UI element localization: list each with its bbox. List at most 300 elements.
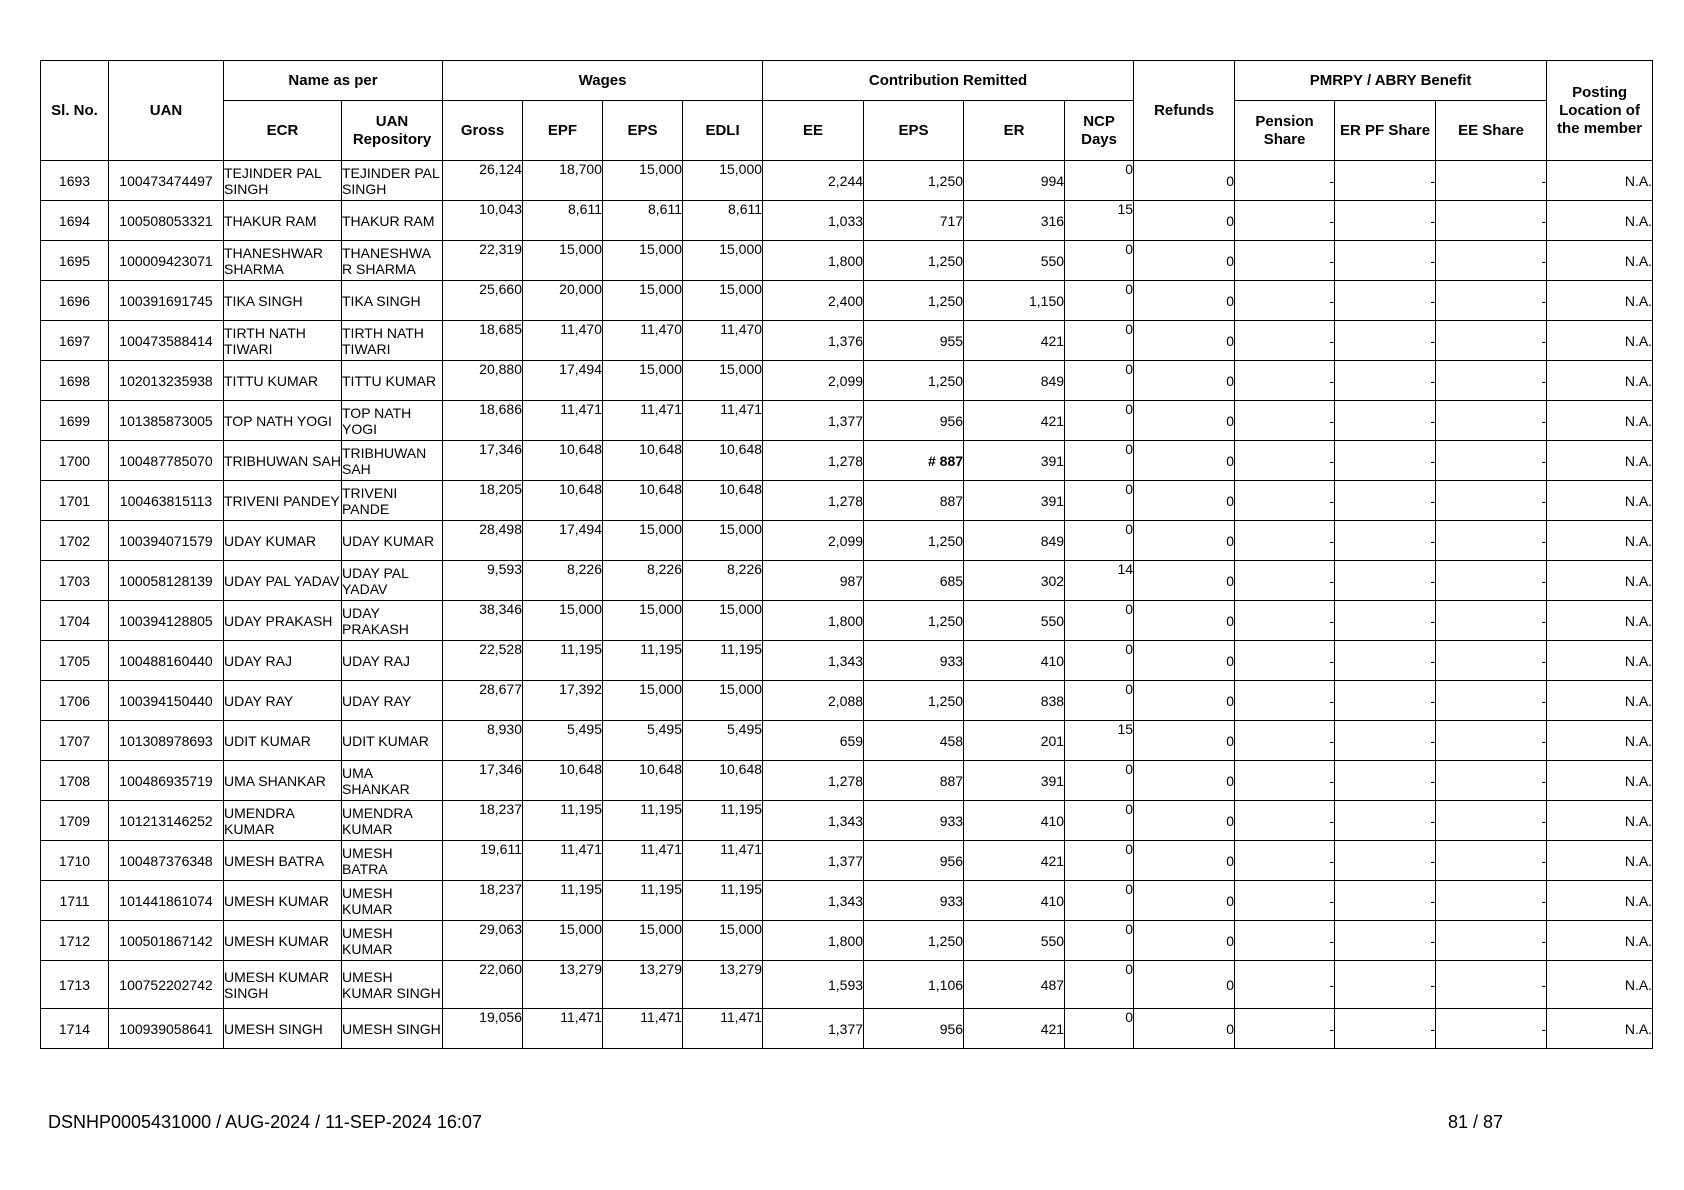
cell-er: 201 <box>964 721 1065 761</box>
cell-er-pf-share: - <box>1335 721 1436 761</box>
cell-uan-repo-name: UMESH BATRA <box>342 841 443 881</box>
cell-uan: 100394128805 <box>109 601 224 641</box>
cell-ncp-days: 0 <box>1065 161 1134 201</box>
table-row <box>41 921 1653 961</box>
cell-gross: 18,237 <box>443 881 523 921</box>
cell-er-pf-share: - <box>1335 921 1436 961</box>
cell-er: 550 <box>964 241 1065 281</box>
cell-ecr-name: TRIBHUWAN SAH <box>224 441 342 481</box>
table-row <box>41 161 1653 201</box>
cell-gross: 9,593 <box>443 561 523 601</box>
cell-ncp-days: 0 <box>1065 881 1134 921</box>
cell-contrib-eps: 887 <box>864 481 964 521</box>
cell-gross: 18,237 <box>443 801 523 841</box>
cell-posting-location: N.A. <box>1547 561 1653 601</box>
cell-er-pf-share: - <box>1335 401 1436 441</box>
cell-pension-share: - <box>1235 841 1335 881</box>
cell-gross: 28,677 <box>443 681 523 721</box>
table-row <box>41 401 1653 441</box>
cell-gross: 22,319 <box>443 241 523 281</box>
cell-ncp-days: 0 <box>1065 241 1134 281</box>
cell-posting-location: N.A. <box>1547 801 1653 841</box>
cell-uan: 100501867142 <box>109 921 224 961</box>
cell-posting-location: N.A. <box>1547 721 1653 761</box>
cell-ncp-days: 0 <box>1065 281 1134 321</box>
cell-ee: 2,400 <box>763 281 864 321</box>
cell-uan: 100486935719 <box>109 761 224 801</box>
cell-ee-share: - <box>1436 841 1547 881</box>
col-ecr: ECR <box>224 101 342 161</box>
cell-pension-share: - <box>1235 921 1335 961</box>
cell-ee: 2,099 <box>763 361 864 401</box>
ecr-table <box>40 60 1653 1049</box>
cell-posting-location: N.A. <box>1547 281 1653 321</box>
cell-edli: 11,195 <box>683 801 763 841</box>
cell-contrib-eps: 956 <box>864 841 964 881</box>
cell-epf: 10,648 <box>523 441 603 481</box>
cell-ecr-name: UMESH KUMAR SINGH <box>224 961 342 1009</box>
col-gross: Gross <box>443 101 523 161</box>
table-row <box>41 201 1653 241</box>
cell-er-pf-share: - <box>1335 361 1436 401</box>
cell-sl-no: 1708 <box>41 761 109 801</box>
cell-uan: 100463815113 <box>109 481 224 521</box>
cell-ecr-name: UDAY RAJ <box>224 641 342 681</box>
col-edli: EDLI <box>683 101 763 161</box>
cell-pension-share: - <box>1235 641 1335 681</box>
cell-epf: 5,495 <box>523 721 603 761</box>
cell-ecr-name: UDAY RAY <box>224 681 342 721</box>
cell-posting-location: N.A. <box>1547 481 1653 521</box>
cell-epf: 17,494 <box>523 361 603 401</box>
cell-epf: 8,226 <box>523 561 603 601</box>
cell-posting-location: N.A. <box>1547 1009 1653 1049</box>
cell-ee: 1,377 <box>763 841 864 881</box>
cell-ee: 1,278 <box>763 481 864 521</box>
cell-uan: 100939058641 <box>109 1009 224 1049</box>
cell-er: 410 <box>964 881 1065 921</box>
cell-refunds: 0 <box>1134 201 1235 241</box>
cell-sl-no: 1702 <box>41 521 109 561</box>
table-row <box>41 801 1653 841</box>
cell-posting-location: N.A. <box>1547 521 1653 561</box>
cell-refunds: 0 <box>1134 641 1235 681</box>
cell-pension-share: - <box>1235 441 1335 481</box>
cell-epf: 18,700 <box>523 161 603 201</box>
cell-ee-share: - <box>1436 881 1547 921</box>
cell-ee: 1,343 <box>763 641 864 681</box>
cell-epf: 11,470 <box>523 321 603 361</box>
cell-pension-share: - <box>1235 601 1335 641</box>
col-uan-repository: UAN Repository <box>342 101 443 161</box>
cell-sl-no: 1707 <box>41 721 109 761</box>
cell-contrib-eps: 887 <box>864 761 964 801</box>
group-pmrpy: PMRPY / ABRY Benefit <box>1235 61 1547 101</box>
cell-ee: 1,593 <box>763 961 864 1009</box>
cell-gross: 19,056 <box>443 1009 523 1049</box>
cell-er-pf-share: - <box>1335 321 1436 361</box>
cell-pension-share: - <box>1235 481 1335 521</box>
cell-eps: 11,471 <box>603 841 683 881</box>
cell-posting-location: N.A. <box>1547 441 1653 481</box>
cell-refunds: 0 <box>1134 481 1235 521</box>
footer-page-number: 81 / 87 <box>1448 1112 1504 1132</box>
cell-edli: 11,471 <box>683 401 763 441</box>
cell-refunds: 0 <box>1134 721 1235 761</box>
cell-uan-repo-name: TIKA SINGH <box>342 281 443 321</box>
cell-epf: 15,000 <box>523 921 603 961</box>
cell-contrib-eps: 956 <box>864 1009 964 1049</box>
cell-gross: 18,205 <box>443 481 523 521</box>
cell-ncp-days: 0 <box>1065 841 1134 881</box>
cell-epf: 11,195 <box>523 801 603 841</box>
cell-er-pf-share: - <box>1335 281 1436 321</box>
cell-sl-no: 1701 <box>41 481 109 521</box>
cell-eps: 15,000 <box>603 361 683 401</box>
cell-refunds: 0 <box>1134 441 1235 481</box>
cell-ecr-name: THANESHWAR SHARMA <box>224 241 342 281</box>
cell-er-pf-share: - <box>1335 841 1436 881</box>
cell-uan: 100394071579 <box>109 521 224 561</box>
cell-uan-repo-name: TIRTH NATH TIWARI <box>342 321 443 361</box>
cell-epf: 10,648 <box>523 481 603 521</box>
cell-sl-no: 1706 <box>41 681 109 721</box>
cell-er-pf-share: - <box>1335 481 1436 521</box>
cell-ee: 1,278 <box>763 761 864 801</box>
cell-uan: 102013235938 <box>109 361 224 401</box>
cell-posting-location: N.A. <box>1547 841 1653 881</box>
cell-ecr-name: UMA SHANKAR <box>224 761 342 801</box>
cell-sl-no: 1713 <box>41 961 109 1009</box>
cell-edli: 15,000 <box>683 281 763 321</box>
cell-ncp-days: 0 <box>1065 641 1134 681</box>
cell-refunds: 0 <box>1134 681 1235 721</box>
footer-document-id: DSNHP0005431000 / AUG-2024 / 11-SEP-2024 16:07 <box>48 1112 482 1132</box>
cell-eps: 15,000 <box>603 161 683 201</box>
cell-epf: 11,195 <box>523 641 603 681</box>
cell-ecr-name: UMESH KUMAR <box>224 881 342 921</box>
cell-uan: 100058128139 <box>109 561 224 601</box>
cell-eps: 11,195 <box>603 881 683 921</box>
cell-gross: 22,528 <box>443 641 523 681</box>
cell-edli: 10,648 <box>683 441 763 481</box>
cell-er: 421 <box>964 1009 1065 1049</box>
cell-edli: 10,648 <box>683 481 763 521</box>
cell-eps: 11,471 <box>603 1009 683 1049</box>
cell-gross: 17,346 <box>443 441 523 481</box>
cell-uan: 100394150440 <box>109 681 224 721</box>
cell-ecr-name: UDAY PAL YADAV <box>224 561 342 601</box>
cell-ee-share: - <box>1436 361 1547 401</box>
cell-er-pf-share: - <box>1335 681 1436 721</box>
cell-uan: 100391691745 <box>109 281 224 321</box>
cell-posting-location: N.A. <box>1547 241 1653 281</box>
cell-er: 421 <box>964 401 1065 441</box>
cell-ee: 2,244 <box>763 161 864 201</box>
cell-sl-no: 1696 <box>41 281 109 321</box>
cell-uan: 100473474497 <box>109 161 224 201</box>
cell-ee-share: - <box>1436 201 1547 241</box>
cell-contrib-eps: 956 <box>864 401 964 441</box>
cell-edli: 11,470 <box>683 321 763 361</box>
cell-ee-share: - <box>1436 401 1547 441</box>
cell-refunds: 0 <box>1134 841 1235 881</box>
cell-uan: 100473588414 <box>109 321 224 361</box>
cell-edli: 10,648 <box>683 761 763 801</box>
cell-edli: 11,471 <box>683 841 763 881</box>
cell-eps: 15,000 <box>603 521 683 561</box>
cell-epf: 11,471 <box>523 401 603 441</box>
cell-pension-share: - <box>1235 201 1335 241</box>
table-row <box>41 761 1653 801</box>
cell-ee-share: - <box>1436 681 1547 721</box>
col-pension-share: Pension Share <box>1235 101 1335 161</box>
cell-pension-share: - <box>1235 521 1335 561</box>
table-row <box>41 841 1653 881</box>
cell-er: 1,150 <box>964 281 1065 321</box>
cell-uan-repo-name: UMESH KUMAR SINGH <box>342 961 443 1009</box>
cell-er: 849 <box>964 521 1065 561</box>
cell-gross: 17,346 <box>443 761 523 801</box>
cell-posting-location: N.A. <box>1547 641 1653 681</box>
cell-ee: 1,033 <box>763 201 864 241</box>
cell-er-pf-share: - <box>1335 561 1436 601</box>
cell-er: 994 <box>964 161 1065 201</box>
cell-uan-repo-name: UDAY KUMAR <box>342 521 443 561</box>
cell-refunds: 0 <box>1134 321 1235 361</box>
cell-pension-share: - <box>1235 561 1335 601</box>
cell-ee-share: - <box>1436 561 1547 601</box>
cell-pension-share: - <box>1235 801 1335 841</box>
cell-epf: 8,611 <box>523 201 603 241</box>
cell-contrib-eps: 1,250 <box>864 681 964 721</box>
cell-edli: 8,226 <box>683 561 763 601</box>
cell-sl-no: 1698 <box>41 361 109 401</box>
cell-contrib-eps: 1,250 <box>864 601 964 641</box>
cell-uan-repo-name: UMA SHANKAR <box>342 761 443 801</box>
cell-ncp-days: 0 <box>1065 401 1134 441</box>
cell-refunds: 0 <box>1134 921 1235 961</box>
cell-contrib-eps: 1,250 <box>864 921 964 961</box>
cell-refunds: 0 <box>1134 961 1235 1009</box>
cell-gross: 28,498 <box>443 521 523 561</box>
cell-pension-share: - <box>1235 401 1335 441</box>
cell-sl-no: 1695 <box>41 241 109 281</box>
cell-edli: 15,000 <box>683 361 763 401</box>
col-sl-no: Sl. No. <box>41 61 109 161</box>
cell-uan: 101385873005 <box>109 401 224 441</box>
cell-ee: 987 <box>763 561 864 601</box>
cell-refunds: 0 <box>1134 561 1235 601</box>
cell-uan-repo-name: TRIBHUWAN SAH <box>342 441 443 481</box>
cell-er: 550 <box>964 601 1065 641</box>
cell-ee-share: - <box>1436 281 1547 321</box>
cell-eps: 8,226 <box>603 561 683 601</box>
cell-eps: 15,000 <box>603 281 683 321</box>
cell-epf: 15,000 <box>523 241 603 281</box>
cell-ncp-days: 14 <box>1065 561 1134 601</box>
cell-er: 302 <box>964 561 1065 601</box>
cell-eps: 15,000 <box>603 241 683 281</box>
cell-ee-share: - <box>1436 961 1547 1009</box>
cell-ecr-name: TIKA SINGH <box>224 281 342 321</box>
cell-sl-no: 1705 <box>41 641 109 681</box>
cell-ee-share: - <box>1436 761 1547 801</box>
cell-er: 487 <box>964 961 1065 1009</box>
cell-sl-no: 1693 <box>41 161 109 201</box>
cell-pension-share: - <box>1235 161 1335 201</box>
cell-ncp-days: 0 <box>1065 481 1134 521</box>
cell-contrib-eps: 458 <box>864 721 964 761</box>
group-wages: Wages <box>443 61 763 101</box>
cell-er: 391 <box>964 441 1065 481</box>
group-name-as-per: Name as per <box>224 61 443 101</box>
cell-sl-no: 1700 <box>41 441 109 481</box>
cell-contrib-eps: 955 <box>864 321 964 361</box>
cell-ecr-name: UDIT KUMAR <box>224 721 342 761</box>
table-row <box>41 1009 1653 1049</box>
col-epf: EPF <box>523 101 603 161</box>
cell-eps: 15,000 <box>603 921 683 961</box>
cell-uan: 101213146252 <box>109 801 224 841</box>
cell-ecr-name: TITTU KUMAR <box>224 361 342 401</box>
cell-posting-location: N.A. <box>1547 681 1653 721</box>
col-uan: UAN <box>109 61 224 161</box>
cell-gross: 18,686 <box>443 401 523 441</box>
cell-er: 838 <box>964 681 1065 721</box>
cell-ee-share: - <box>1436 521 1547 561</box>
cell-er-pf-share: - <box>1335 761 1436 801</box>
cell-ee-share: - <box>1436 441 1547 481</box>
cell-pension-share: - <box>1235 721 1335 761</box>
cell-ee: 1,800 <box>763 601 864 641</box>
cell-er-pf-share: - <box>1335 441 1436 481</box>
cell-contrib-eps: # 887 <box>864 441 964 481</box>
cell-refunds: 0 <box>1134 241 1235 281</box>
cell-sl-no: 1711 <box>41 881 109 921</box>
cell-posting-location: N.A. <box>1547 401 1653 441</box>
col-posting-location: Posting Location of the member <box>1547 61 1653 161</box>
cell-er: 550 <box>964 921 1065 961</box>
cell-contrib-eps: 1,250 <box>864 161 964 201</box>
cell-ee: 1,377 <box>763 401 864 441</box>
col-ncp-days: NCP Days <box>1065 101 1134 161</box>
col-eps: EPS <box>603 101 683 161</box>
cell-posting-location: N.A. <box>1547 361 1653 401</box>
cell-edli: 15,000 <box>683 521 763 561</box>
table-row <box>41 241 1653 281</box>
cell-ecr-name: UMESH SINGH <box>224 1009 342 1049</box>
cell-ecr-name: UDAY PRAKASH <box>224 601 342 641</box>
cell-gross: 8,930 <box>443 721 523 761</box>
col-contrib-eps: EPS <box>864 101 964 161</box>
cell-uan: 100487785070 <box>109 441 224 481</box>
cell-eps: 11,195 <box>603 801 683 841</box>
cell-uan-repo-name: THAKUR RAM <box>342 201 443 241</box>
cell-ncp-days: 0 <box>1065 801 1134 841</box>
cell-gross: 20,880 <box>443 361 523 401</box>
cell-gross: 10,043 <box>443 201 523 241</box>
cell-posting-location: N.A. <box>1547 921 1653 961</box>
cell-edli: 15,000 <box>683 601 763 641</box>
table-row <box>41 681 1653 721</box>
table-row <box>41 481 1653 521</box>
cell-eps: 10,648 <box>603 761 683 801</box>
cell-ncp-days: 0 <box>1065 1009 1134 1049</box>
cell-ee: 1,377 <box>763 1009 864 1049</box>
cell-ee-share: - <box>1436 1009 1547 1049</box>
cell-sl-no: 1703 <box>41 561 109 601</box>
cell-ee: 2,088 <box>763 681 864 721</box>
cell-edli: 11,195 <box>683 881 763 921</box>
cell-uan-repo-name: UDIT KUMAR <box>342 721 443 761</box>
cell-ee: 1,800 <box>763 921 864 961</box>
cell-ncp-days: 0 <box>1065 761 1134 801</box>
cell-uan-repo-name: TOP NATH YOGI <box>342 401 443 441</box>
table-row <box>41 561 1653 601</box>
cell-edli: 15,000 <box>683 921 763 961</box>
cell-uan: 101308978693 <box>109 721 224 761</box>
cell-edli: 13,279 <box>683 961 763 1009</box>
cell-epf: 17,392 <box>523 681 603 721</box>
cell-edli: 15,000 <box>683 241 763 281</box>
cell-eps: 10,648 <box>603 441 683 481</box>
cell-contrib-eps: 685 <box>864 561 964 601</box>
cell-refunds: 0 <box>1134 521 1235 561</box>
cell-ncp-days: 0 <box>1065 361 1134 401</box>
cell-posting-location: N.A. <box>1547 201 1653 241</box>
cell-er: 421 <box>964 321 1065 361</box>
cell-uan-repo-name: TITTU KUMAR <box>342 361 443 401</box>
table-row <box>41 361 1653 401</box>
table-row <box>41 601 1653 641</box>
cell-eps: 8,611 <box>603 201 683 241</box>
cell-ee-share: - <box>1436 641 1547 681</box>
cell-gross: 19,611 <box>443 841 523 881</box>
cell-ee-share: - <box>1436 921 1547 961</box>
cell-uan-repo-name: THANESHWA R SHARMA <box>342 241 443 281</box>
cell-gross: 18,685 <box>443 321 523 361</box>
cell-posting-location: N.A. <box>1547 601 1653 641</box>
cell-ee-share: - <box>1436 801 1547 841</box>
cell-eps: 15,000 <box>603 601 683 641</box>
cell-ncp-days: 0 <box>1065 321 1134 361</box>
cell-ee-share: - <box>1436 321 1547 361</box>
cell-er-pf-share: - <box>1335 641 1436 681</box>
cell-pension-share: - <box>1235 961 1335 1009</box>
cell-er: 410 <box>964 801 1065 841</box>
cell-epf: 11,471 <box>523 1009 603 1049</box>
cell-eps: 11,471 <box>603 401 683 441</box>
cell-er-pf-share: - <box>1335 961 1436 1009</box>
cell-eps: 11,195 <box>603 641 683 681</box>
cell-sl-no: 1714 <box>41 1009 109 1049</box>
group-contribution-remitted: Contribution Remitted <box>763 61 1134 101</box>
cell-ee: 1,278 <box>763 441 864 481</box>
table-header <box>41 61 1653 161</box>
cell-pension-share: - <box>1235 281 1335 321</box>
cell-ecr-name: THAKUR RAM <box>224 201 342 241</box>
cell-er: 849 <box>964 361 1065 401</box>
cell-eps: 15,000 <box>603 681 683 721</box>
cell-sl-no: 1710 <box>41 841 109 881</box>
cell-uan-repo-name: TEJINDER PAL SINGH <box>342 161 443 201</box>
cell-ee-share: - <box>1436 721 1547 761</box>
cell-epf: 11,195 <box>523 881 603 921</box>
cell-pension-share: - <box>1235 361 1335 401</box>
cell-epf: 20,000 <box>523 281 603 321</box>
cell-er-pf-share: - <box>1335 801 1436 841</box>
